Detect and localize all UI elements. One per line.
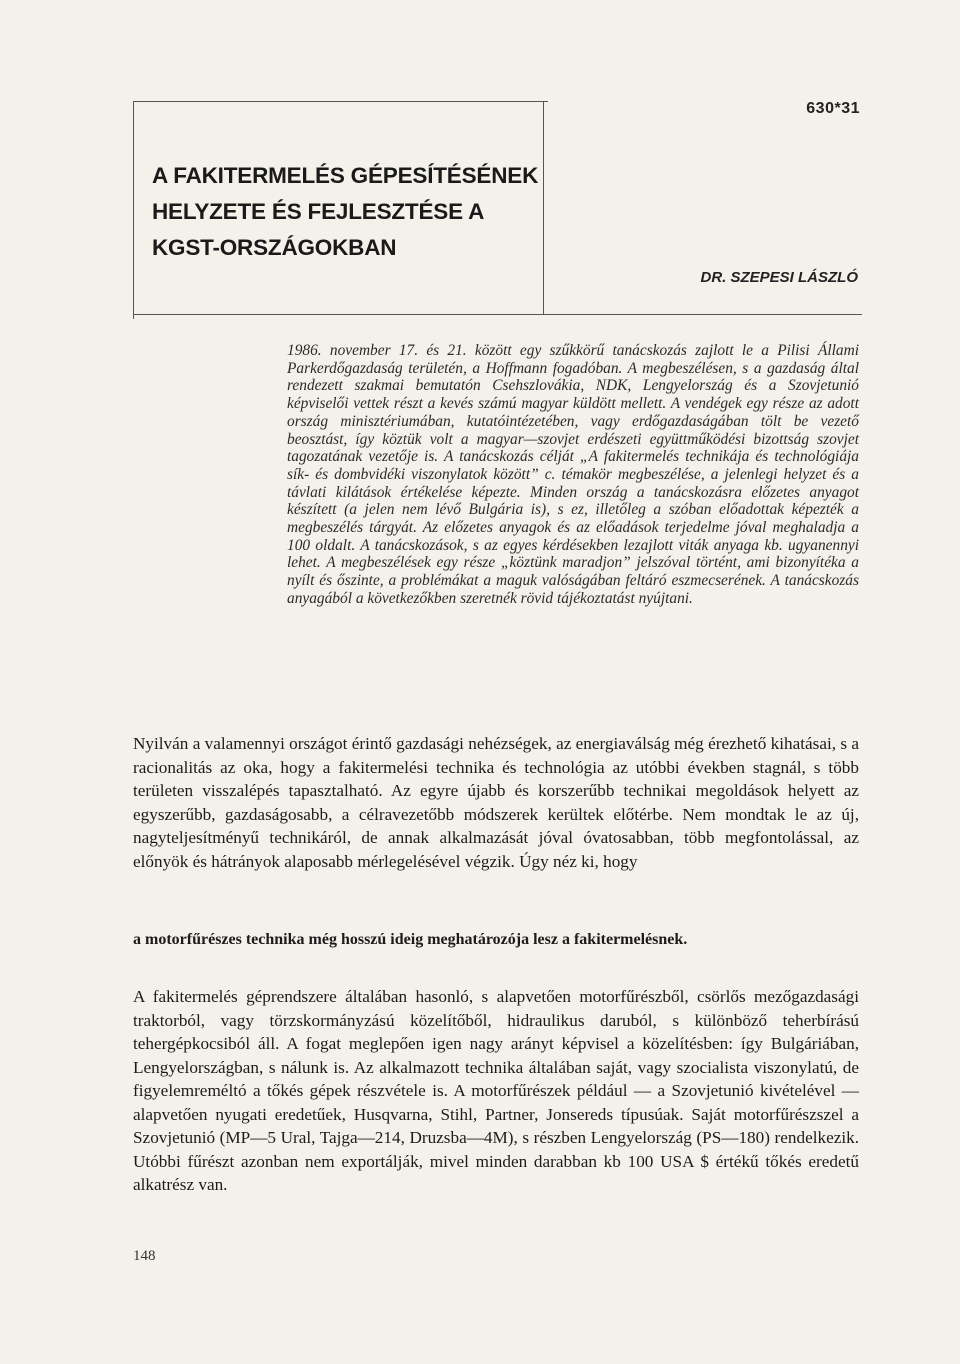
title-line: HELYZETE ÉS FEJLESZTÉSE A [152,199,485,224]
body-paragraph-1: Nyilván a valamennyi országot érintő gazdasági nehézségek, az energiaválság még érezhető kihatásai, s a racionalitás az oka, hogy a fakitermelési technika és technológia az utóbbi években stagnál, s több területen visszalépés tapasztalható. Az egyre újabb és korszerűbb technikai megoldások helyett az egyszerűbb, gazdaságosabb, a célravezetőbb módszerek kerültek előtérbe. Nem mondtak le az új, nagyteljesítményű technikáról, de annak alkalmazását jóval óvatosabban, több megfontolással, az előnyök és hátrányok alaposabb mérlegelésével végzik. Úgy néz ki, hogy [133,734,859,871]
page-number: 148 [133,1248,156,1264]
frame-bottom-rule [133,314,862,315]
author-name: DR. SZEPESI LÁSZLÓ [700,269,858,286]
abstract-paragraph: 1986. november 17. és 21. között egy szűkkörű tanácskozás zajlott le a Pilisi Állami Parkerdőgazdaság területén, a Hoffmann fogadóban. A megbeszélésen, s a gazdaság által rendezett szakmai bemutatón Csehszlovákia, NDK, Lengyelország és a Szovjetunió képviselői vettek részt a kevés számú magyar küldött mellett. A vendégek egy része az adott ország minisztériumában, kutatóintézetében, vagy erdőgazdaságában tölt be vezető beosztást, így köztük volt a magyar—szovjet erdészeti együttműködési bizottság szovjet tagozatának vezetője is. A tanácskozás célját „A fakitermelés technikája és technológiája sík- és dombvidéki viszonylatok között” c. témakör megbeszélése, a jelenlegi helyzet és a távlati kilátások értékelése képezte. Minden ország a tanácskozásra előzetes anyagot készített (a jelen nem lévő Bulgária is), s ez, illetőleg a szóban előadottak képezték a megbeszélés tárgyát. Az előzetes anyagok és az előadások terjedelme jóval meghaladja a 100 oldalt. A tanácskozások, s az egyes kérdésekben lezajlott viták anyaga kb. ugyanennyi lehet. A megbeszélések egy része „köztünk maradjon” jelszóval történt, ami bizonyítéka a nyílt és őszinte, a problémákat a maguk valóságában feltáró eszmecserének. A tanácskozás anyagából a következőkben szeretnék rövid tájékoztatást nyújtani. [287,342,859,607]
body-paragraph-2: A fakitermelés géprendszere általában hasonló, s alapvetően motorfűrészből, csörlős mezőgazdasági traktorból, vagy törzskormányzású közelítőből, hidraulikus daruból, s különböző teherbírású tehergépkocsiból áll. A fogat meglepően igen nagy arányt képvisel a közelítésben: így Bulgáriában, Lengyelországban, s nálunk is. Az alkalmazott technika általában saját, vagy szocialista viszonylatú, de figyelemreméltó a tőkés gépek részvétele is. A motorfűrészek például — a Szovjetunió kivételével — alapvetően nyugati eredetűek, Husqvarna, Stihl, Partner, Jonsereds típusúak. Saját motorfűrészszel a Szovjetunió (MP—5 Ural, Tajga—214, Druzsba—4M), s részben Lengyelország (PS—180) rendelkezik. Utóbbi fűrészt azonban nem exportálják, mivel minden darabban kb 100 USA $ értékű tőkés eredetű alkatrész van. [133,987,859,1194]
title-line: A FAKITERMELÉS GÉPESÍTÉSÉNEK [152,163,539,188]
emphasis-statement: a motorfűrészes technika még hosszú ideig meghatározója lesz a fakitermelésnek. [133,931,688,948]
classification-code: 630*31 [806,100,860,117]
frame-top-rule [133,101,548,102]
title-line: KGST-ORSZÁGOKBAN [152,235,397,260]
article-title [152,158,544,266]
frame-left-rule [133,101,134,319]
